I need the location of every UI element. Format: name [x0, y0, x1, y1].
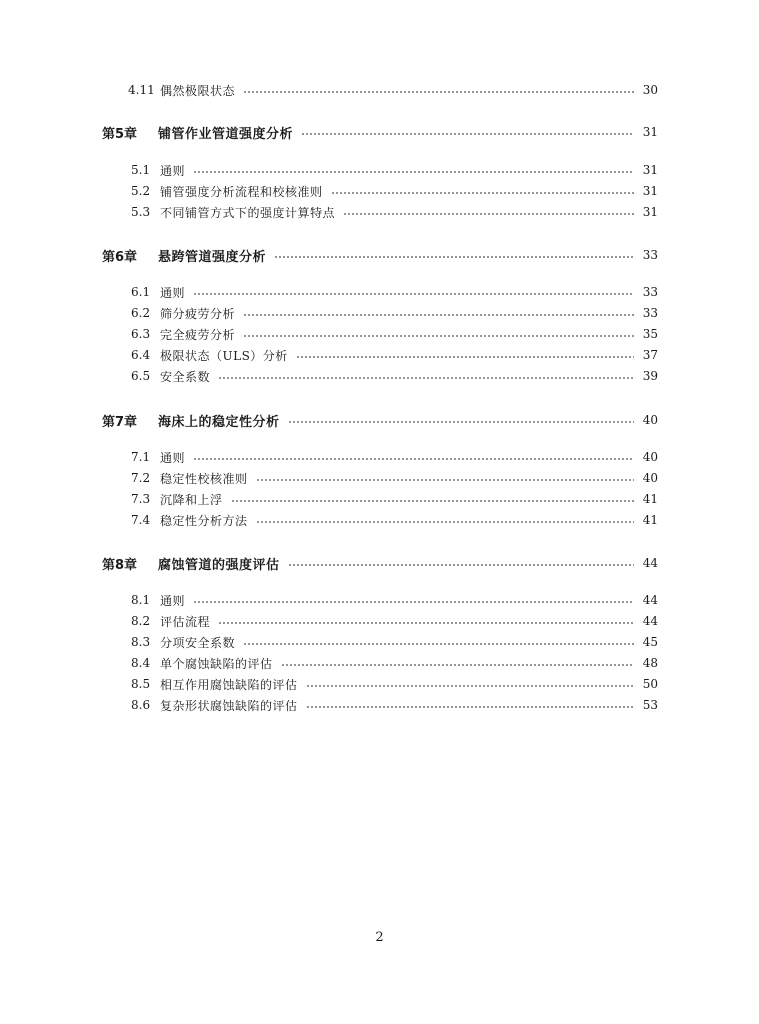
- toc-entry-title: 稳定性分析方法: [160, 513, 248, 528]
- toc-entry-page: 31: [642, 205, 658, 219]
- toc-entry-number: 8.4: [131, 656, 151, 670]
- toc-entry-page: 33: [642, 248, 658, 262]
- toc-entry-title: 偶然极限状态: [160, 83, 236, 98]
- toc-entry-page: 31: [642, 184, 658, 198]
- toc-section-entry: [0, 695, 759, 715]
- toc-dot-leader: [306, 685, 634, 687]
- toc-entry-page: 45: [642, 635, 658, 649]
- toc-entry-title: 筛分疲劳分析: [160, 306, 236, 321]
- toc-entry-number: 第7章: [102, 414, 138, 430]
- toc-entry-number: 6.3: [131, 327, 151, 341]
- toc-dot-leader: [288, 564, 634, 566]
- toc-entry-page: 40: [642, 413, 658, 427]
- toc-dot-leader: [306, 706, 634, 708]
- toc-section-entry: [0, 366, 759, 386]
- toc-section-entry: [0, 324, 759, 344]
- toc-dot-leader: [343, 213, 634, 215]
- toc-dot-leader: [274, 256, 634, 258]
- toc-dot-leader: [193, 171, 634, 173]
- toc-entry-title: 腐蚀管道的强度评估: [158, 557, 280, 573]
- toc-entry-page: 37: [642, 348, 658, 362]
- toc-dot-leader: [218, 377, 634, 379]
- toc-dot-leader: [281, 664, 634, 666]
- toc-entry-page: 50: [642, 677, 658, 691]
- toc-entry-title: 通则: [160, 285, 186, 300]
- toc-entry-number: 6.5: [131, 369, 151, 383]
- toc-dot-leader: [288, 421, 634, 423]
- toc-entry-number: 4.11: [128, 83, 155, 97]
- toc-dot-leader: [193, 293, 634, 295]
- toc-entry-page: 35: [642, 327, 658, 341]
- toc-dot-leader: [243, 91, 634, 93]
- toc-entry-page: 40: [642, 450, 658, 464]
- toc-entry-number: 7.1: [131, 450, 151, 464]
- toc-section-entry: [0, 447, 759, 467]
- toc-entry-number: 8.6: [131, 698, 151, 712]
- toc-dot-leader: [243, 314, 634, 316]
- toc-section-entry: [0, 160, 759, 180]
- toc-dot-leader: [243, 335, 634, 337]
- toc-dot-leader: [193, 458, 634, 460]
- toc-section-entry: [0, 80, 759, 100]
- toc-entry-number: 第6章: [102, 249, 138, 265]
- toc-section-entry: [0, 303, 759, 323]
- toc-dot-leader: [301, 133, 634, 135]
- toc-entry-number: 6.1: [131, 285, 151, 299]
- toc-entry-page: 39: [642, 369, 658, 383]
- toc-section-entry: [0, 590, 759, 610]
- toc-entry-title: 铺管强度分析流程和校核准则: [160, 184, 323, 199]
- toc-entry-title: 相互作用腐蚀缺陷的评估: [160, 677, 298, 692]
- toc-entry-title: 沉降和上浮: [160, 492, 223, 507]
- toc-entry-page: 31: [642, 125, 658, 139]
- toc-section-entry: [0, 181, 759, 201]
- toc-section-entry: [0, 653, 759, 673]
- toc-entry-page: 48: [642, 656, 658, 670]
- toc-entry-title: 悬跨管道强度分析: [158, 249, 267, 265]
- toc-entry-number: 8.5: [131, 677, 151, 691]
- toc-entry-title: 单个腐蚀缺陷的评估: [160, 656, 273, 671]
- toc-entry-title: 复杂形状腐蚀缺陷的评估: [160, 698, 298, 713]
- toc-entry-title: 铺管作业管道强度分析: [158, 126, 294, 142]
- toc-entry-page: 41: [642, 492, 658, 506]
- toc-dot-leader: [296, 356, 634, 358]
- toc-entry-title: 稳定性校核准则: [160, 471, 248, 486]
- toc-entry-page: 53: [642, 698, 658, 712]
- toc-section-entry: [0, 468, 759, 488]
- toc-entry-title: 分项安全系数: [160, 635, 236, 650]
- toc-entry-title: 完全疲劳分析: [160, 327, 236, 342]
- toc-entry-page: 30: [642, 83, 658, 97]
- toc-entry-number: 8.1: [131, 593, 151, 607]
- toc-entry-page: 40: [642, 471, 658, 485]
- toc-entry-title: 通则: [160, 450, 186, 465]
- toc-entry-page: 44: [642, 614, 658, 628]
- toc-entry-title: 极限状态（ULS）分析: [160, 348, 288, 363]
- toc-section-entry: [0, 674, 759, 694]
- toc-entry-number: 7.4: [131, 513, 151, 527]
- toc-entry-number: 5.2: [131, 184, 151, 198]
- toc-section-entry: [0, 611, 759, 631]
- toc-entry-number: 7.2: [131, 471, 151, 485]
- toc-dot-leader: [193, 601, 634, 603]
- toc-entry-title: 安全系数: [160, 369, 211, 384]
- toc-dot-leader: [243, 643, 634, 645]
- toc-entry-number: 第5章: [102, 126, 138, 142]
- toc-entry-number: 5.1: [131, 163, 151, 177]
- toc-dot-leader: [231, 500, 634, 502]
- toc-dot-leader: [218, 622, 634, 624]
- toc-section-entry: [0, 632, 759, 652]
- toc-section-entry: [0, 510, 759, 530]
- toc-entry-number: 第8章: [102, 557, 138, 573]
- toc-entry-number: 7.3: [131, 492, 151, 506]
- page-number: 2: [375, 930, 384, 945]
- toc-entry-title: 不同铺管方式下的强度计算特点: [160, 205, 336, 220]
- toc-chapter-entry: [0, 245, 759, 265]
- toc-entry-number: 6.2: [131, 306, 151, 320]
- toc-dot-leader: [331, 192, 634, 194]
- toc-entry-page: 33: [642, 306, 658, 320]
- toc-entry-title: 通则: [160, 593, 186, 608]
- toc-entry-number: 5.3: [131, 205, 151, 219]
- toc-dot-leader: [256, 521, 634, 523]
- toc-entry-number: 8.2: [131, 614, 151, 628]
- toc-entry-number: 6.4: [131, 348, 151, 362]
- toc-entry-page: 41: [642, 513, 658, 527]
- toc-dot-leader: [256, 479, 634, 481]
- toc-chapter-entry: [0, 122, 759, 142]
- toc-section-entry: [0, 202, 759, 222]
- toc-chapter-entry: [0, 553, 759, 573]
- toc-entry-page: 44: [642, 556, 658, 570]
- toc-section-entry: [0, 282, 759, 302]
- toc-section-entry: [0, 489, 759, 509]
- toc-chapter-entry: [0, 410, 759, 430]
- toc-entry-title: 评估流程: [160, 614, 211, 629]
- toc-entry-number: 8.3: [131, 635, 151, 649]
- toc-entry-title: 海床上的稳定性分析: [158, 414, 280, 430]
- toc-section-entry: [0, 345, 759, 365]
- toc-entry-page: 33: [642, 285, 658, 299]
- toc-entry-title: 通则: [160, 163, 186, 178]
- toc-entry-page: 44: [642, 593, 658, 607]
- toc-entry-page: 31: [642, 163, 658, 177]
